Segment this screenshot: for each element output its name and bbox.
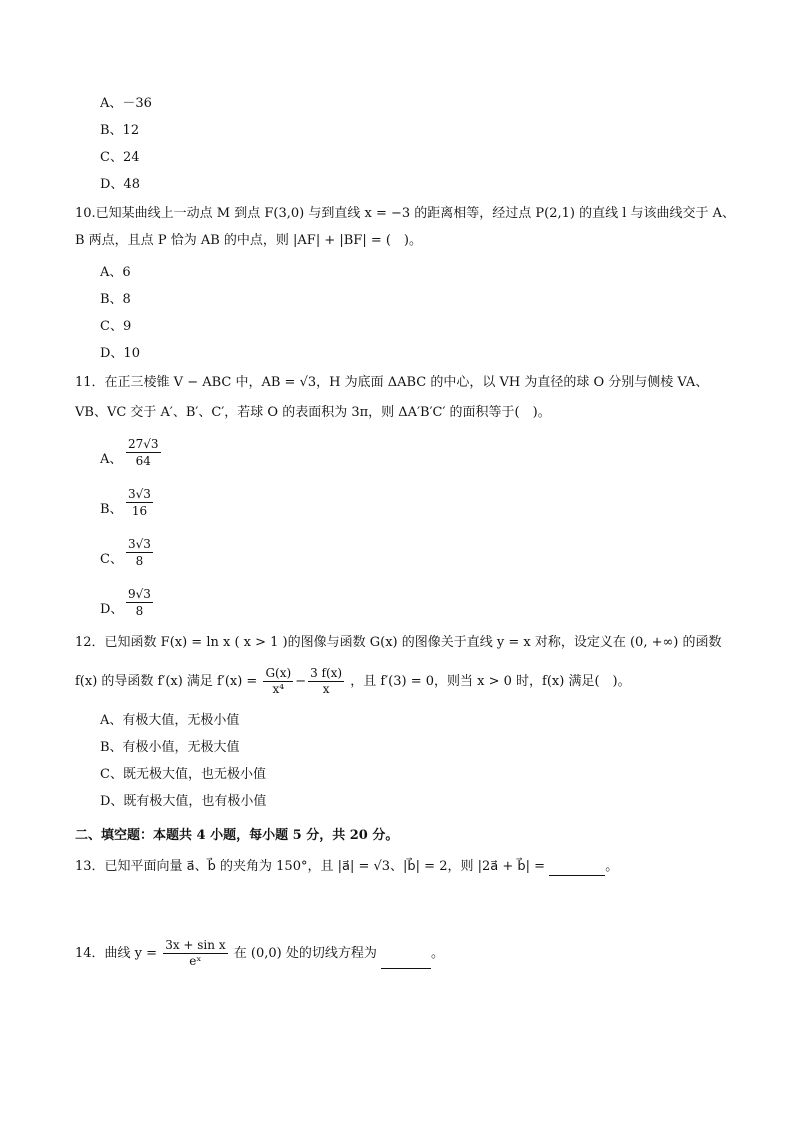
q11-option-b-letter: B、 (100, 502, 123, 517)
q12-option-c: C、既无极大值，也无极小值 (100, 767, 266, 782)
q9-option-c: C、24 (100, 150, 140, 165)
q12-option-d: D、既有极大值，也有极小值 (100, 794, 267, 809)
q11-option-c-letter: C、 (100, 552, 123, 567)
q11-option-b-fraction (126, 486, 153, 519)
q12-stem-line2 (75, 666, 631, 697)
q14-fraction (163, 938, 227, 969)
q11-stem-line1: 11．在正三棱锥 V − ABC 中，AB = √3，H 为底面 ΔABC 的中心，以 VH 为直径的球 O 分别与侧棱 VA、 (75, 375, 709, 390)
q11-option-a-denominator: 64 (135, 454, 151, 468)
q9-option-a: A、－36 (100, 96, 152, 111)
section-heading-fill-in: 二、填空题：本题共 4 小题，每小题 5 分，共 20 分。 (75, 828, 399, 843)
q12-fraction-1-denominator: x⁴ (263, 681, 293, 697)
q14-stem-start: 14．曲线 y = (75, 946, 158, 961)
q12-minus-sign: − (295, 674, 307, 689)
q12-stem-line2-start: f(x) 的导函数 f′(x) 满足 f′(x) = (75, 674, 258, 689)
q12-fraction-2-numerator: 3 f(x) (310, 666, 343, 680)
q10-stem-line1: 10.已知某曲线上一动点 M 到点 F(3,0) 与到直线 x = −3 的距离相等，经过点 P(2,1) 的直线 l 与该曲线交于 A、 (75, 206, 736, 221)
q11-stem-line2: VB、VC 交于 A′、B′、C′，若球 O 的表面积为 3π，则 ΔA′B′C′ 的面积等于( )。 (75, 405, 551, 420)
q14-fraction-denominator: eˣ (163, 953, 227, 969)
q11-option-b-numerator: 3√3 (128, 487, 151, 501)
q12-stem-line1: 12．已知函数 F(x) = ln x ( x > 1 )的图像与函数 G(x) 的图像关于直线 y = x 对称，设定义在 (0, +∞) 的函数 (75, 635, 722, 650)
q11-option-c-denominator: 8 (135, 554, 144, 568)
q13-answer-blank[interactable] (549, 861, 605, 876)
q12-stem-line2-end: ，且 f′(3) = 0，则当 x > 0 时，f(x) 满足( )。 (350, 674, 631, 689)
q9-option-b: B、12 (100, 123, 140, 138)
q11-option-a-numerator: 27√3 (128, 437, 159, 451)
q14-answer-blank[interactable] (381, 954, 431, 969)
q10-option-c: C、9 (100, 319, 132, 334)
q12-fraction-2 (308, 666, 344, 697)
q10-option-a: A、6 (100, 265, 131, 280)
q14-stem-middle: 在 (0,0) 处的切线方程为 (233, 946, 377, 961)
q12-fraction-1-numerator: G(x) (265, 666, 292, 680)
q10-stem-line2: B 两点，且点 P 恰为 AB 的中点，则 |AF| + |BF| = ( )。 (75, 233, 422, 248)
q11-option-d-denominator: 8 (135, 604, 144, 618)
q9-option-d: D、48 (100, 177, 140, 192)
q13-stem-text: 13．已知平面向量 a⃗、b⃗ 的夹角为 150°，且 |a⃗| = √3、|b⃗| = 2，则 |2a⃗ + b⃗| = (75, 859, 546, 874)
q10-option-d: D、10 (100, 346, 140, 361)
q12-fraction-1 (263, 666, 293, 697)
q11-option-d-letter: D、 (100, 602, 124, 617)
q11-option-c-numerator: 3√3 (128, 537, 151, 551)
q12-fraction-2-denominator: x (308, 681, 344, 697)
q11-option-b-denominator: 16 (131, 504, 148, 518)
q12-option-a: A、有极大值，无极小值 (100, 713, 240, 728)
q11-option-a-letter: A、 (100, 452, 123, 467)
q11-option-d-fraction (126, 586, 153, 619)
q11-option-d-numerator: 9√3 (128, 587, 151, 601)
q12-option-b: B、有极小值，无极大值 (100, 740, 240, 755)
q14-fraction-numerator: 3x + sin x (165, 938, 226, 952)
q11-option-a-fraction (126, 436, 161, 469)
q13-stem (75, 858, 618, 876)
q14-stem-end: 。 (430, 946, 444, 961)
q13-stem-end: 。 (605, 859, 619, 874)
q10-option-b: B、8 (100, 292, 131, 307)
q14-stem (75, 938, 444, 969)
q11-option-c-fraction (126, 536, 153, 569)
